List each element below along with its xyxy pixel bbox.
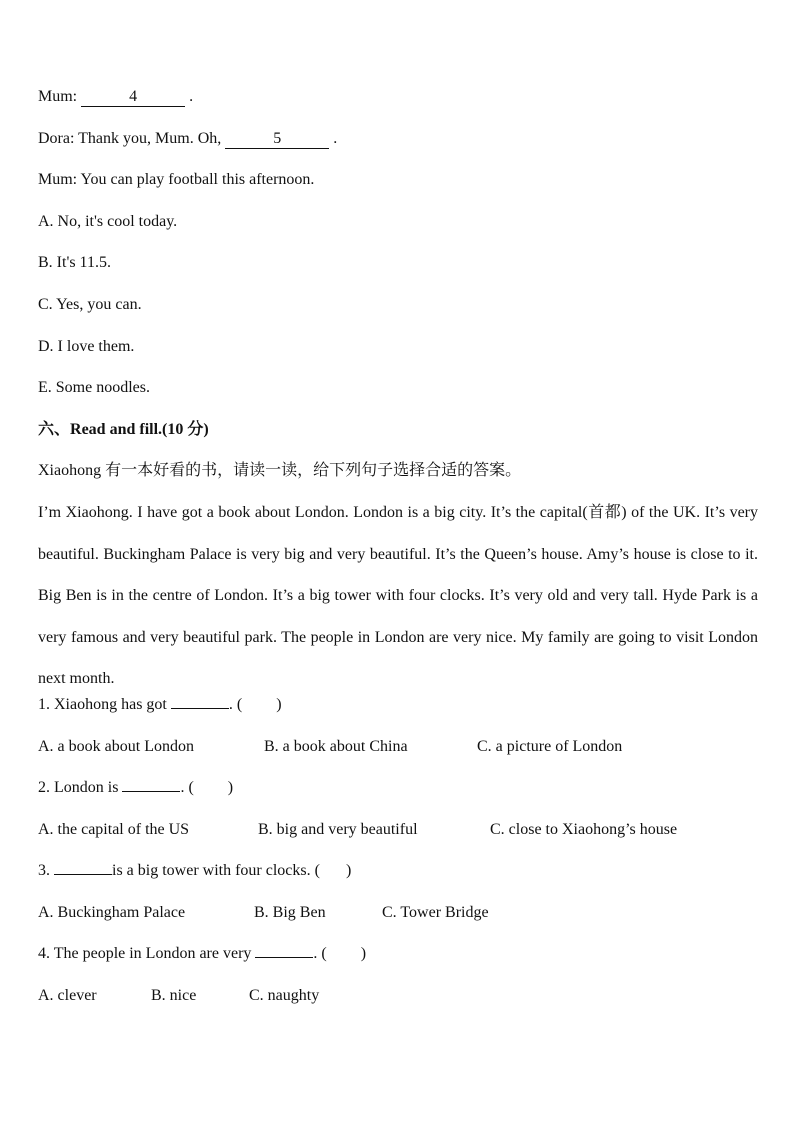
question-1-options xyxy=(38,735,758,777)
section-number: 六、 xyxy=(38,420,71,438)
dialogue-option-d: D. I love them. xyxy=(38,337,135,355)
dialogue-text: You can play football this afternoon. xyxy=(80,171,315,189)
option-c: C. Tower Bridge xyxy=(382,903,489,921)
dialogue-text: Thank you, Mum. Oh, xyxy=(78,129,226,147)
question-4-options xyxy=(38,984,758,1026)
section-heading xyxy=(38,418,758,460)
question-stem-end: . ( xyxy=(180,779,194,797)
question-blank[interactable] xyxy=(122,776,180,792)
bracket-close: ) xyxy=(360,945,367,963)
question-3 xyxy=(38,859,758,901)
question-stem: 2. London is xyxy=(38,779,123,797)
option-c: C. naughty xyxy=(249,987,320,1005)
speaker-label: Mum: xyxy=(38,88,82,105)
question-stem-end: . ( xyxy=(313,945,327,963)
option-c: C. close to Xiaohong’s house xyxy=(490,820,678,838)
bracket-close: ) xyxy=(345,862,352,880)
question-4 xyxy=(38,942,758,984)
question-blank[interactable] xyxy=(255,942,313,958)
answer-blank-5[interactable]: 5 xyxy=(225,129,329,149)
option-a: A. the capital of the US xyxy=(38,820,190,838)
option-b: B. big and very beautiful xyxy=(258,820,418,838)
dialogue-line-mum-4 xyxy=(38,85,758,127)
option-a: A. a book about London xyxy=(38,737,194,755)
question-3-options xyxy=(38,901,758,943)
exam-page xyxy=(38,85,758,1026)
line-end: . xyxy=(189,88,194,105)
dialogue-option-c: C. Yes, you can. xyxy=(38,295,142,313)
section-points: (10 分) xyxy=(162,420,209,438)
question-stem: 4. The people in London are very xyxy=(38,945,256,963)
dialogue-option-e: E. Some noodles. xyxy=(38,379,150,397)
section-title: Read and fill. xyxy=(70,420,163,438)
question-stem: 3. xyxy=(38,862,54,880)
option-a: A. clever xyxy=(38,987,97,1005)
dialogue-option-a: A. No, it's cool today. xyxy=(38,212,178,230)
option-b: B. a book about China xyxy=(264,737,408,755)
option-c: C. a picture of London xyxy=(477,737,623,755)
question-stem-end: . ( xyxy=(228,695,243,713)
speaker-label: Mum: xyxy=(38,171,81,189)
section-instruction: Xiaohong 有一本好看的书，请读一读，给下列句子选择合适的答案。 xyxy=(38,462,522,480)
bracket-close: ) xyxy=(276,695,282,713)
question-1 xyxy=(38,693,758,735)
question-blank[interactable] xyxy=(171,693,229,709)
question-stem: 1. Xiaohong has got xyxy=(38,695,171,713)
dialogue-line-dora-5 xyxy=(38,127,758,169)
question-2 xyxy=(38,776,758,818)
bracket-close: ) xyxy=(227,779,234,797)
dialogue-option-b: B. It's 11.5. xyxy=(38,254,111,272)
question-stem-end: is a big tower with four clocks. ( xyxy=(112,862,320,880)
line-end: . xyxy=(333,129,338,147)
option-a: A. Buckingham Palace xyxy=(38,903,186,921)
answer-blank-4[interactable]: 4 xyxy=(81,87,185,107)
dialogue-line-mum-final xyxy=(38,168,758,210)
option-b: B. Big Ben xyxy=(254,903,326,921)
speaker-label: Dora: xyxy=(38,129,79,147)
reading-passage: I’m Xiaohong. I have got a book about London. London is a big city. It’s the capital(首都) of the UK. It’s very beautiful. Buckingham Palace is very big and very beautiful. It’s the Queen’s house. Amy’s house is close to it. Big Ben is in the centre of London. It’s a big tower with four clocks. It’s very old and very tall. Hyde Park is a very famous and very beautiful park. The people in London are very nice. My family are going to visit London next month. xyxy=(38,503,758,688)
option-b: B. nice xyxy=(151,987,197,1005)
question-blank[interactable] xyxy=(54,859,112,875)
question-2-options xyxy=(38,818,758,860)
